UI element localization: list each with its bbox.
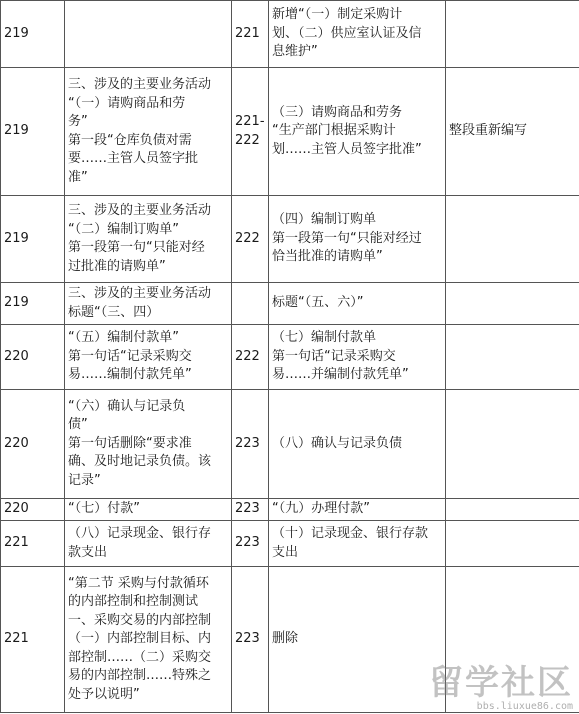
revised-page-cell: 223 [232, 521, 269, 567]
table-row [1, 390, 579, 499]
revised-page-cell: 223 [232, 390, 269, 499]
revised-text-cell: （十）记录现金、银行存款 支出 [269, 521, 446, 567]
comment-cell [446, 196, 579, 283]
revised-page-cell: 221 [232, 1, 269, 68]
comment-cell [446, 499, 579, 521]
watermark-text: 留学社区 [429, 663, 573, 703]
comment-cell: 整段重新编写 [446, 68, 579, 196]
revised-text-cell: （三）请购商品和劳务 “生产部门根据采购计 划……主管人员签字批准” [269, 68, 446, 196]
original-text-cell [65, 1, 232, 68]
original-page-cell: 221 [1, 567, 65, 713]
table-row [1, 567, 579, 713]
revised-text-cell: 新增“（一）制定采购计 划、（二）供应室认证及信 息维护” [269, 1, 446, 68]
comment-cell [446, 325, 579, 390]
table-row [1, 499, 579, 521]
original-page-cell: 220 [1, 390, 65, 499]
original-page-cell: 219 [1, 68, 65, 196]
original-text-cell: （八）记录现金、银行存 款支出 [65, 521, 232, 567]
table-row [1, 325, 579, 390]
comment-cell [446, 521, 579, 567]
revised-page-cell: 222 [232, 196, 269, 283]
original-page-cell: 219 [1, 283, 65, 325]
original-page-cell: 220 [1, 499, 65, 521]
revised-page-cell: 223 [232, 499, 269, 521]
revised-page-cell [232, 283, 269, 325]
watermark-url: bbs.liuxue86.com [476, 701, 573, 712]
original-text-cell: 三、涉及的主要业务活动 “（二）编制订购单” 第一段第一句“只能对经 过批准的请购单” [65, 196, 232, 283]
original-text-cell: “（七）付款” [65, 499, 232, 521]
original-text-cell: “（五）编制付款单” 第一句话“记录采购交 易……编制付款凭单” [65, 325, 232, 390]
revised-text-cell: “（九）办理付款” [269, 499, 446, 521]
revised-text-cell: （七）编制付款单 第一句话“记录采购交 易……并编制付款凭单” [269, 325, 446, 390]
revised-text-cell: （八）确认与记录负债 [269, 390, 446, 499]
original-page-cell: 220 [1, 325, 65, 390]
table-row [1, 196, 579, 283]
revised-page-cell: 223 [232, 567, 269, 713]
revised-page-cell: 221- 222 [232, 68, 269, 196]
revised-page-cell: 222 [232, 325, 269, 390]
table-row [1, 521, 579, 567]
original-text-cell: “（六）确认与记录负 债” 第一句话删除“要求准 确、及时地记录负债。该 记录” [65, 390, 232, 499]
comment-cell [446, 1, 579, 68]
original-page-cell: 221 [1, 521, 65, 567]
comment-cell [446, 283, 579, 325]
revised-text-cell: 标题“（五、六）” [269, 283, 446, 325]
original-text-cell: 三、涉及的主要业务活动 标题“（三、四） [65, 283, 232, 325]
revised-text-cell: 删除 [269, 567, 446, 713]
table-row [1, 283, 579, 325]
original-page-cell: 219 [1, 1, 65, 68]
revised-text-cell: （四）编制订购单 第一段第一句“只能对经过 恰当批准的请购单” [269, 196, 446, 283]
table-row [1, 1, 579, 68]
original-page-cell: 219 [1, 196, 65, 283]
comment-cell [446, 567, 579, 713]
original-text-cell: “第二节 采购与付款循环 的内部控制和控制测试 一、采购交易的内部控制 （一）内部控制目标、内 部控制……（二）采购交 易的内部控制……特殊之 处予以说明” [65, 567, 232, 713]
table-row [1, 68, 579, 196]
original-text-cell: 三、涉及的主要业务活动 “（一）请购商品和劳 务” 第一段“仓库负债对需 要……主管人员签字批 准” [65, 68, 232, 196]
comment-cell [446, 390, 579, 499]
